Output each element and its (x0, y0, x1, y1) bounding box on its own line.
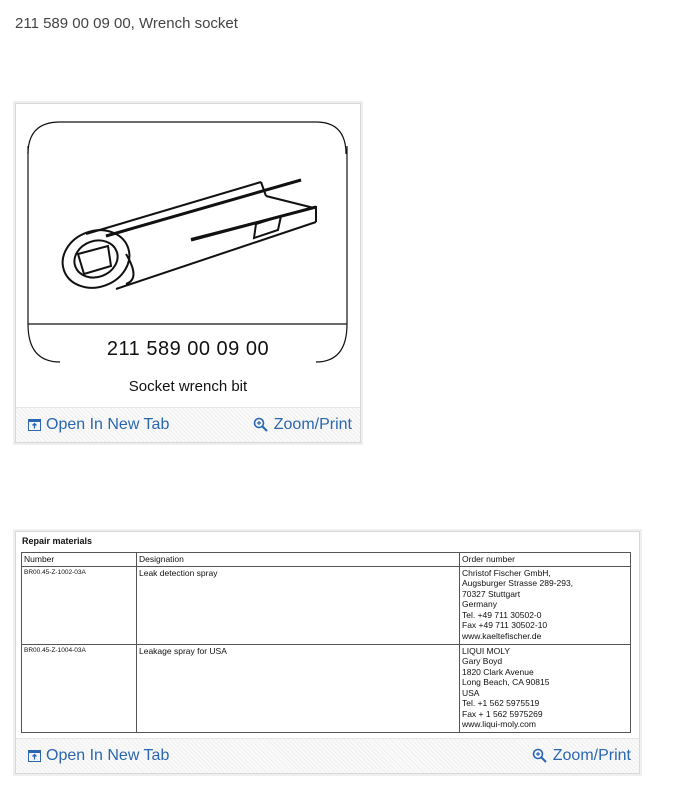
column-header-designation: Designation (137, 553, 460, 567)
open-in-new-tab-icon (28, 750, 41, 762)
cell-order-number (460, 566, 631, 644)
zoom-print-label: Zoom/Print (273, 416, 352, 433)
repair-materials-table (21, 552, 631, 733)
open-in-new-tab-icon (28, 419, 41, 431)
order-line: Christof Fischer GmbH, (462, 567, 551, 578)
order-line: USA (462, 687, 480, 698)
zoom-icon (253, 417, 269, 433)
zoom-icon (532, 748, 548, 764)
order-line: Long Beach, CA 90815 (462, 677, 550, 687)
open-in-new-tab-label: Open In New Tab (46, 747, 170, 764)
card-footer (16, 738, 639, 773)
order-line: Tel. +1 562 5975519 (462, 698, 540, 708)
cell-designation: Leakage spray for USA (137, 644, 460, 732)
part-number: 211 589 00 09 00 (106, 338, 270, 360)
page-title: 211 589 00 09 00, Wrench socket (15, 15, 238, 32)
cell-designation: Leak detection spray (137, 566, 460, 644)
table-row (22, 644, 631, 732)
repair-materials-card (15, 531, 640, 774)
zoom-print-label: Zoom/Print (552, 747, 631, 764)
order-line: Germany (462, 599, 497, 609)
column-header-order-number: Order number (460, 553, 631, 567)
table-row (22, 566, 631, 644)
order-line: Fax +49 711 30502-10 (462, 620, 548, 630)
open-in-new-tab-link[interactable] (28, 416, 169, 434)
figure-caption: Socket wrench bit (128, 378, 248, 395)
zoom-print-link[interactable] (253, 416, 352, 434)
repair-materials-title: Repair materials (22, 536, 93, 546)
order-line: Fax + 1 562 5975269 (462, 708, 543, 719)
order-line: 1820 Clark Avenue (462, 666, 534, 677)
cell-number: BR00.45-Z-1004-03A (22, 644, 137, 732)
order-line: Gary Boyd (462, 656, 503, 666)
open-in-new-tab-label: Open In New Tab (46, 416, 170, 433)
open-in-new-tab-link[interactable] (28, 747, 169, 765)
cell-number: BR00.45-Z-1002-03A (22, 566, 137, 644)
figure-card (15, 103, 361, 443)
card-footer (16, 407, 360, 442)
column-header-number: Number (22, 553, 137, 567)
order-line: Tel. +49 711 30502-0 (462, 609, 542, 620)
order-line: www.kaeltefischer.de (462, 630, 542, 641)
cell-order-number (460, 644, 631, 732)
order-line: LIQUI MOLY (462, 645, 511, 656)
order-line: Augsburger Strasse 289-293, (462, 578, 574, 588)
table-header-row (22, 553, 631, 567)
zoom-print-link[interactable] (532, 747, 631, 765)
order-line: 70327 Stuttgart (462, 588, 521, 599)
order-line: www.liqui-moly.com (462, 719, 536, 729)
